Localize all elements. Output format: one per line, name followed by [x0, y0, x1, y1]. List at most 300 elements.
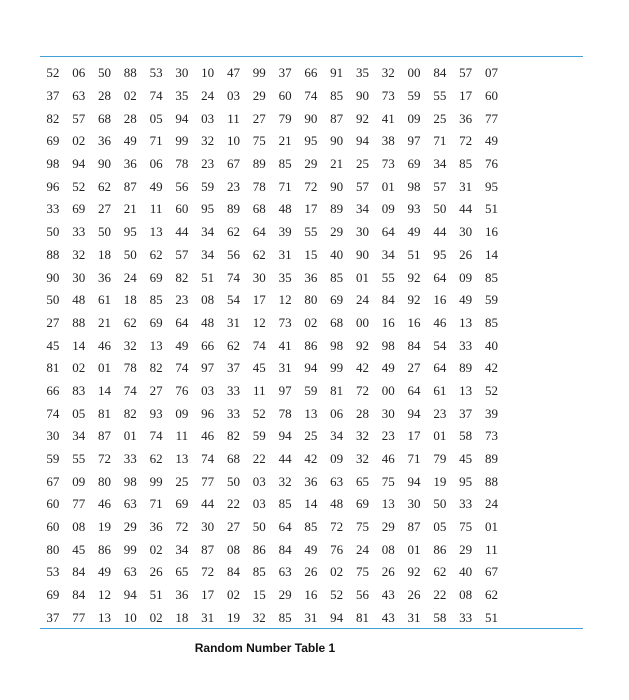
- table-cell: 01: [97, 360, 111, 376]
- table-cell: 82: [175, 269, 189, 285]
- table-cell: 25: [304, 428, 318, 444]
- table-cell: 85: [149, 292, 163, 308]
- table-cell: 94: [72, 156, 86, 172]
- table-cell: 87: [201, 541, 215, 557]
- table-cell: 62: [484, 587, 498, 603]
- table-cell: 11: [175, 428, 189, 444]
- table-cell: 14: [97, 382, 111, 398]
- table-cell: 98: [46, 156, 60, 172]
- table-cell: 52: [330, 587, 344, 603]
- table-cell: 30: [407, 496, 421, 512]
- table-cell: 81: [46, 360, 60, 376]
- table-cell: 46: [97, 337, 111, 353]
- table-cell: 52: [252, 405, 266, 421]
- table-cell: 23: [433, 405, 447, 421]
- table-cell: 00: [381, 382, 395, 398]
- table-cell: 09: [407, 110, 421, 126]
- table-cell: 02: [149, 609, 163, 625]
- table-cell: 86: [433, 541, 447, 557]
- table-cell: 26: [407, 587, 421, 603]
- table-cell: 84: [72, 587, 86, 603]
- table-cell: 26: [304, 564, 318, 580]
- table-cell: 85: [304, 519, 318, 535]
- table-cell: 26: [381, 564, 395, 580]
- table-cell: 88: [123, 65, 137, 81]
- table-cell: 50: [252, 519, 266, 535]
- table-cell: 31: [226, 314, 240, 330]
- table-cell: 82: [123, 405, 137, 421]
- table-cell: 56: [175, 178, 189, 194]
- table-cell: 08: [201, 292, 215, 308]
- table-cell: 25: [355, 156, 369, 172]
- table-row: [40, 334, 583, 357]
- table-cell: 56: [226, 246, 240, 262]
- table-cell: 15: [252, 587, 266, 603]
- table-cell: 36: [149, 519, 163, 535]
- table-cell: 22: [226, 496, 240, 512]
- table-cell: 87: [123, 178, 137, 194]
- table-row: [40, 516, 583, 539]
- table-cell: 01: [407, 541, 421, 557]
- table-cell: 67: [484, 564, 498, 580]
- table-cell: 88: [46, 246, 60, 262]
- table-cell: 32: [381, 65, 395, 81]
- table-cell: 01: [381, 178, 395, 194]
- table-cell: 16: [433, 292, 447, 308]
- table-row: [40, 584, 583, 607]
- table-cell: 62: [97, 178, 111, 194]
- table-cell: 33: [459, 609, 473, 625]
- table-cell: 94: [304, 360, 318, 376]
- table-cell: 09: [175, 405, 189, 421]
- table-cell: 53: [149, 65, 163, 81]
- table-cell: 29: [304, 156, 318, 172]
- table-cell: 72: [459, 133, 473, 149]
- table-cell: 77: [72, 609, 86, 625]
- table-cell: 80: [97, 473, 111, 489]
- table-cell: 98: [123, 473, 137, 489]
- table-cell: 50: [97, 224, 111, 240]
- table-cell: 36: [304, 473, 318, 489]
- table-cell: 74: [149, 428, 163, 444]
- table-cell: 13: [459, 314, 473, 330]
- table-cell: 98: [330, 337, 344, 353]
- table-cell: 60: [46, 519, 60, 535]
- table-cell: 01: [123, 428, 137, 444]
- table-row: [40, 221, 583, 244]
- table-cell: 02: [304, 314, 318, 330]
- table-cell: 45: [252, 360, 266, 376]
- table-cell: 49: [484, 133, 498, 149]
- table-cell: 16: [484, 224, 498, 240]
- table-row: [40, 357, 583, 380]
- table-cell: 17: [304, 201, 318, 217]
- table-cell: 19: [226, 609, 240, 625]
- table-cell: 02: [149, 541, 163, 557]
- table-cell: 35: [278, 269, 292, 285]
- table-cell: 46: [433, 314, 447, 330]
- table-cell: 77: [484, 110, 498, 126]
- table-cell: 41: [278, 337, 292, 353]
- table-cell: 85: [278, 609, 292, 625]
- table-cell: 88: [72, 314, 86, 330]
- table-cell: 99: [175, 133, 189, 149]
- table-cell: 68: [252, 201, 266, 217]
- table-cell: 21: [330, 156, 344, 172]
- bottom-rule: [40, 628, 583, 629]
- table-cell: 10: [226, 133, 240, 149]
- table-cell: 34: [433, 156, 447, 172]
- table-cell: 28: [97, 88, 111, 104]
- table-cell: 80: [46, 541, 60, 557]
- table-cell: 72: [201, 564, 215, 580]
- table-row: [40, 380, 583, 403]
- table-cell: 77: [201, 473, 215, 489]
- table-cell: 31: [304, 609, 318, 625]
- table-cell: 13: [97, 609, 111, 625]
- table-cell: 99: [252, 65, 266, 81]
- table-row: [40, 425, 583, 448]
- table-row: [40, 289, 583, 312]
- table-cell: 52: [72, 178, 86, 194]
- table-cell: 27: [149, 382, 163, 398]
- table-cell: 12: [278, 292, 292, 308]
- table-cell: 46: [97, 496, 111, 512]
- table-row: [40, 107, 583, 130]
- table-cell: 72: [175, 519, 189, 535]
- table-cell: 73: [278, 314, 292, 330]
- table-cell: 78: [123, 360, 137, 376]
- table-cell: 18: [97, 246, 111, 262]
- table-cell: 75: [355, 519, 369, 535]
- table-cell: 33: [459, 337, 473, 353]
- table-cell: 86: [252, 541, 266, 557]
- table-cell: 48: [330, 496, 344, 512]
- table-cell: 85: [459, 156, 473, 172]
- table-cell: 86: [304, 337, 318, 353]
- table-cell: 98: [407, 178, 421, 194]
- table-cell: 57: [72, 110, 86, 126]
- table-cell: 33: [459, 496, 473, 512]
- table-cell: 13: [459, 382, 473, 398]
- table-cell: 06: [330, 405, 344, 421]
- table-cell: 76: [484, 156, 498, 172]
- table-cell: 08: [459, 587, 473, 603]
- table-cell: 21: [97, 314, 111, 330]
- table-cell: 69: [355, 496, 369, 512]
- table-cell: 36: [97, 133, 111, 149]
- table-cell: 64: [433, 360, 447, 376]
- table-cell: 96: [46, 178, 60, 194]
- table-cell: 44: [459, 201, 473, 217]
- table-cell: 48: [201, 314, 215, 330]
- table-cell: 67: [226, 156, 240, 172]
- table-cell: 63: [123, 496, 137, 512]
- table-cell: 63: [330, 473, 344, 489]
- table-cell: 11: [149, 201, 163, 217]
- table-cell: 22: [433, 587, 447, 603]
- table-cell: 59: [201, 178, 215, 194]
- table-cell: 42: [355, 360, 369, 376]
- table-cell: 49: [97, 564, 111, 580]
- table-cell: 92: [355, 337, 369, 353]
- table-cell: 26: [149, 564, 163, 580]
- table-row: [40, 153, 583, 176]
- table-cell: 09: [381, 201, 395, 217]
- table-cell: 43: [381, 587, 395, 603]
- table-cell: 74: [149, 88, 163, 104]
- table-cell: 50: [97, 65, 111, 81]
- table-cell: 92: [355, 110, 369, 126]
- table-cell: 37: [226, 360, 240, 376]
- table-cell: 32: [201, 133, 215, 149]
- table-cell: 49: [123, 133, 137, 149]
- table-cell: 31: [459, 178, 473, 194]
- table-cell: 15: [304, 246, 318, 262]
- table-cell: 32: [355, 428, 369, 444]
- table-cell: 99: [330, 360, 344, 376]
- table-cell: 90: [355, 246, 369, 262]
- table-cell: 62: [149, 451, 163, 467]
- table-cell: 96: [201, 405, 215, 421]
- table-cell: 44: [175, 224, 189, 240]
- table-cell: 03: [201, 382, 215, 398]
- table-cell: 23: [175, 292, 189, 308]
- table-cell: 94: [355, 133, 369, 149]
- table-cell: 18: [123, 292, 137, 308]
- table-cell: 05: [433, 519, 447, 535]
- table-cell: 89: [330, 201, 344, 217]
- table-cell: 73: [381, 156, 395, 172]
- table-cell: 57: [459, 65, 473, 81]
- table-row: [40, 538, 583, 561]
- table-cell: 17: [407, 428, 421, 444]
- table-cell: 01: [433, 428, 447, 444]
- table-cell: 82: [46, 110, 60, 126]
- table-cell: 62: [226, 337, 240, 353]
- table-cell: 59: [304, 382, 318, 398]
- table-cell: 55: [72, 451, 86, 467]
- table-cell: 79: [278, 110, 292, 126]
- table-cell: 59: [407, 88, 421, 104]
- table-cell: 82: [149, 360, 163, 376]
- table-cell: 36: [97, 269, 111, 285]
- table-cell: 44: [201, 496, 215, 512]
- table-cell: 44: [433, 224, 447, 240]
- table-cell: 31: [278, 246, 292, 262]
- table-cell: 30: [381, 405, 395, 421]
- table-cell: 27: [46, 314, 60, 330]
- table-cell: 49: [304, 541, 318, 557]
- table-cell: 55: [381, 269, 395, 285]
- table-cell: 59: [46, 451, 60, 467]
- table-cell: 69: [72, 201, 86, 217]
- table-cell: 19: [97, 519, 111, 535]
- table-cell: 69: [330, 292, 344, 308]
- random-number-table: [40, 62, 583, 629]
- table-cell: 02: [123, 88, 137, 104]
- table-cell: 16: [304, 587, 318, 603]
- table-cell: 24: [123, 269, 137, 285]
- table-cell: 89: [459, 360, 473, 376]
- table-cell: 71: [149, 133, 163, 149]
- table-cell: 62: [433, 564, 447, 580]
- table-cell: 65: [175, 564, 189, 580]
- table-cell: 57: [433, 178, 447, 194]
- table-row: [40, 493, 583, 516]
- table-cell: 78: [252, 178, 266, 194]
- table-cell: 24: [355, 292, 369, 308]
- table-cell: 93: [407, 201, 421, 217]
- table-cell: 69: [46, 587, 60, 603]
- table-cell: 14: [72, 337, 86, 353]
- table-cell: 17: [459, 88, 473, 104]
- table-cell: 13: [149, 337, 163, 353]
- table-cell: 05: [72, 405, 86, 421]
- table-cell: 87: [97, 428, 111, 444]
- table-cell: 30: [46, 428, 60, 444]
- table-cell: 76: [175, 382, 189, 398]
- table-cell: 51: [484, 609, 498, 625]
- table-cell: 28: [355, 405, 369, 421]
- table-cell: 78: [278, 405, 292, 421]
- table-cell: 85: [330, 269, 344, 285]
- table-cell: 62: [252, 246, 266, 262]
- table-cell: 95: [459, 473, 473, 489]
- table-cell: 66: [201, 337, 215, 353]
- table-cell: 60: [278, 88, 292, 104]
- table-cell: 33: [226, 405, 240, 421]
- table-cell: 47: [226, 65, 240, 81]
- table-cell: 64: [381, 224, 395, 240]
- table-cell: 80: [304, 292, 318, 308]
- table-cell: 28: [123, 110, 137, 126]
- table-cell: 64: [175, 314, 189, 330]
- table-cell: 19: [433, 473, 447, 489]
- table-cell: 49: [175, 337, 189, 353]
- table-caption: Random Number Table 1: [194, 641, 336, 655]
- table-cell: 58: [433, 609, 447, 625]
- table-cell: 27: [407, 360, 421, 376]
- table-row: [40, 402, 583, 425]
- table-cell: 94: [407, 473, 421, 489]
- table-cell: 81: [97, 405, 111, 421]
- table-cell: 64: [278, 519, 292, 535]
- table-cell: 11: [227, 110, 240, 126]
- table-row: [40, 561, 583, 584]
- table-cell: 13: [304, 405, 318, 421]
- table-cell: 86: [97, 541, 111, 557]
- table-cell: 49: [407, 224, 421, 240]
- table-cell: 84: [278, 541, 292, 557]
- table-cell: 35: [355, 65, 369, 81]
- table-cell: 60: [484, 88, 498, 104]
- table-cell: 16: [407, 314, 421, 330]
- table-cell: 74: [175, 360, 189, 376]
- table-cell: 68: [330, 314, 344, 330]
- table-cell: 11: [485, 541, 498, 557]
- table-cell: 51: [201, 269, 215, 285]
- table-cell: 94: [175, 110, 189, 126]
- table-cell: 25: [433, 110, 447, 126]
- table-cell: 73: [484, 428, 498, 444]
- table-cell: 52: [484, 382, 498, 398]
- table-cell: 31: [201, 609, 215, 625]
- table-cell: 09: [330, 451, 344, 467]
- table-cell: 90: [304, 110, 318, 126]
- table-cell: 40: [459, 564, 473, 580]
- table-cell: 27: [97, 201, 111, 217]
- table-cell: 69: [46, 133, 60, 149]
- table-cell: 89: [484, 451, 498, 467]
- table-row: [40, 266, 583, 289]
- table-cell: 37: [46, 609, 60, 625]
- table-cell: 49: [149, 178, 163, 194]
- table-cell: 36: [123, 156, 137, 172]
- table-cell: 10: [123, 609, 137, 625]
- table-cell: 30: [355, 224, 369, 240]
- table-cell: 50: [123, 246, 137, 262]
- table-cell: 62: [226, 224, 240, 240]
- table-cell: 40: [484, 337, 498, 353]
- table-cell: 24: [484, 496, 498, 512]
- table-cell: 89: [226, 201, 240, 217]
- table-cell: 69: [149, 314, 163, 330]
- table-cell: 82: [226, 428, 240, 444]
- top-rule: [40, 56, 583, 57]
- table-cell: 75: [459, 519, 473, 535]
- table-cell: 32: [355, 451, 369, 467]
- table-cell: 90: [330, 133, 344, 149]
- table-cell: 85: [278, 496, 292, 512]
- table-cell: 68: [226, 451, 240, 467]
- table-cell: 06: [72, 65, 86, 81]
- table-cell: 08: [381, 541, 395, 557]
- table-cell: 29: [252, 88, 266, 104]
- table-cell: 27: [226, 519, 240, 535]
- table-cell: 85: [330, 88, 344, 104]
- table-row: [40, 85, 583, 108]
- table-cell: 94: [123, 587, 137, 603]
- table-cell: 69: [175, 496, 189, 512]
- table-cell: 34: [72, 428, 86, 444]
- table-cell: 16: [381, 314, 395, 330]
- table-cell: 54: [433, 337, 447, 353]
- table-cell: 84: [407, 337, 421, 353]
- table-cell: 11: [253, 382, 266, 398]
- table-cell: 74: [304, 88, 318, 104]
- table-cell: 03: [252, 473, 266, 489]
- table-cell: 02: [330, 564, 344, 580]
- table-cell: 07: [484, 65, 498, 81]
- table-cell: 33: [226, 382, 240, 398]
- table-cell: 83: [72, 382, 86, 398]
- table-cell: 13: [381, 496, 395, 512]
- table-row: [40, 130, 583, 153]
- table-cell: 35: [175, 88, 189, 104]
- table-cell: 66: [46, 382, 60, 398]
- table-cell: 58: [459, 428, 473, 444]
- table-cell: 29: [123, 519, 137, 535]
- table-cell: 92: [407, 269, 421, 285]
- table-cell: 18: [175, 609, 189, 625]
- table-cell: 90: [355, 88, 369, 104]
- table-cell: 50: [433, 496, 447, 512]
- table-cell: 71: [433, 133, 447, 149]
- table-cell: 75: [381, 473, 395, 489]
- table-cell: 13: [175, 451, 189, 467]
- table-cell: 90: [97, 156, 111, 172]
